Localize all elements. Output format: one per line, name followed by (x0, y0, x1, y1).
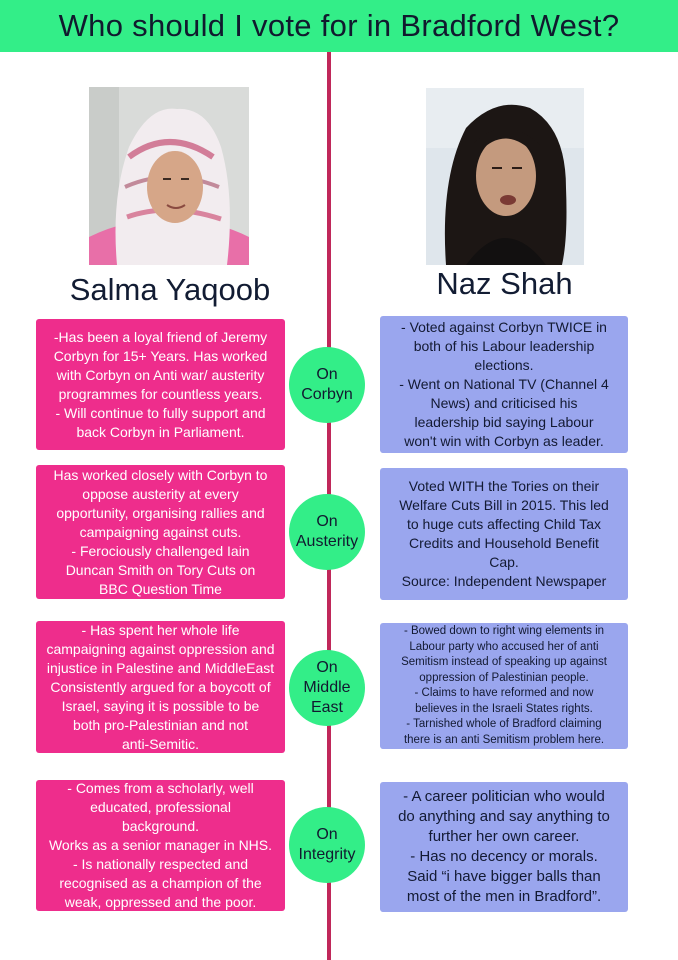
left-point-corbyn: -Has been a loyal friend of Jeremy Corbyn for 15+ Years. Has worked with Corbyn on Anti war/ austerity programmes for countless years. - Will continue to fully support and back Corbyn in Parliament. (36, 319, 285, 450)
page-title: Who should I vote for in Bradford West? (58, 8, 620, 43)
right-point-corbyn: - Voted against Corbyn TWICE in both of his Labour leadership elections. - Went on National TV (Channel 4 News) and criticised his leadership bid saying Labour won't win with Corbyn as leader. (380, 316, 628, 453)
candidate-name-left: Salma Yaqoob (69, 272, 271, 307)
candidate-name-right: Naz Shah (436, 266, 573, 301)
topic-austerity: On Austerity (289, 494, 365, 570)
left-point-austerity: Has worked closely with Corbyn to oppose austerity at every opportunity, organising rallies and campaigning against cuts. - Ferociously challenged Iain Duncan Smith on Tory Cuts on BBC Question Time (36, 465, 285, 599)
topic-middle-east: On Middle East (289, 650, 365, 726)
left-point-middle-east: - Has spent her whole life campaigning against oppression and injustice in Palestine and MiddleEast Consistently argued for a boycott of Israel, saying it is possible to be both pro-Palestinian and not anti-Semitic. (36, 621, 285, 753)
candidate-photo-left (89, 87, 249, 265)
right-point-middle-east: - Bowed down to right wing elements in Labour party who accused her of anti Semitism instead of speaking up against oppression of Palestinian people. - Claims to have reformed and now believes in the Israeli States rights. - Tarnished whole of Bradford claiming there is an anti Semitism problem here. (380, 623, 628, 749)
right-point-integrity: - A career politician who would do anything and say anything to further her own career. - Has no decency or morals. Said “i have bigger balls than most of the men in Bradford”. (380, 782, 628, 912)
topic-corbyn: On Corbyn (289, 347, 365, 423)
left-point-integrity: - Comes from a scholarly, well educated, professional background. Works as a senior manager in NHS. - Is nationally respected and recognised as a champion of the weak, oppressed and the poor. (36, 780, 285, 911)
candidate-photo-right (426, 88, 584, 265)
topic-integrity: On Integrity (289, 807, 365, 883)
right-point-austerity: Voted WITH the Tories on their Welfare Cuts Bill in 2015. This led to huge cuts affecting Child Tax Credits and Household Benefit Cap. Source: Independent Newspaper (380, 468, 628, 600)
title-banner (0, 0, 678, 52)
